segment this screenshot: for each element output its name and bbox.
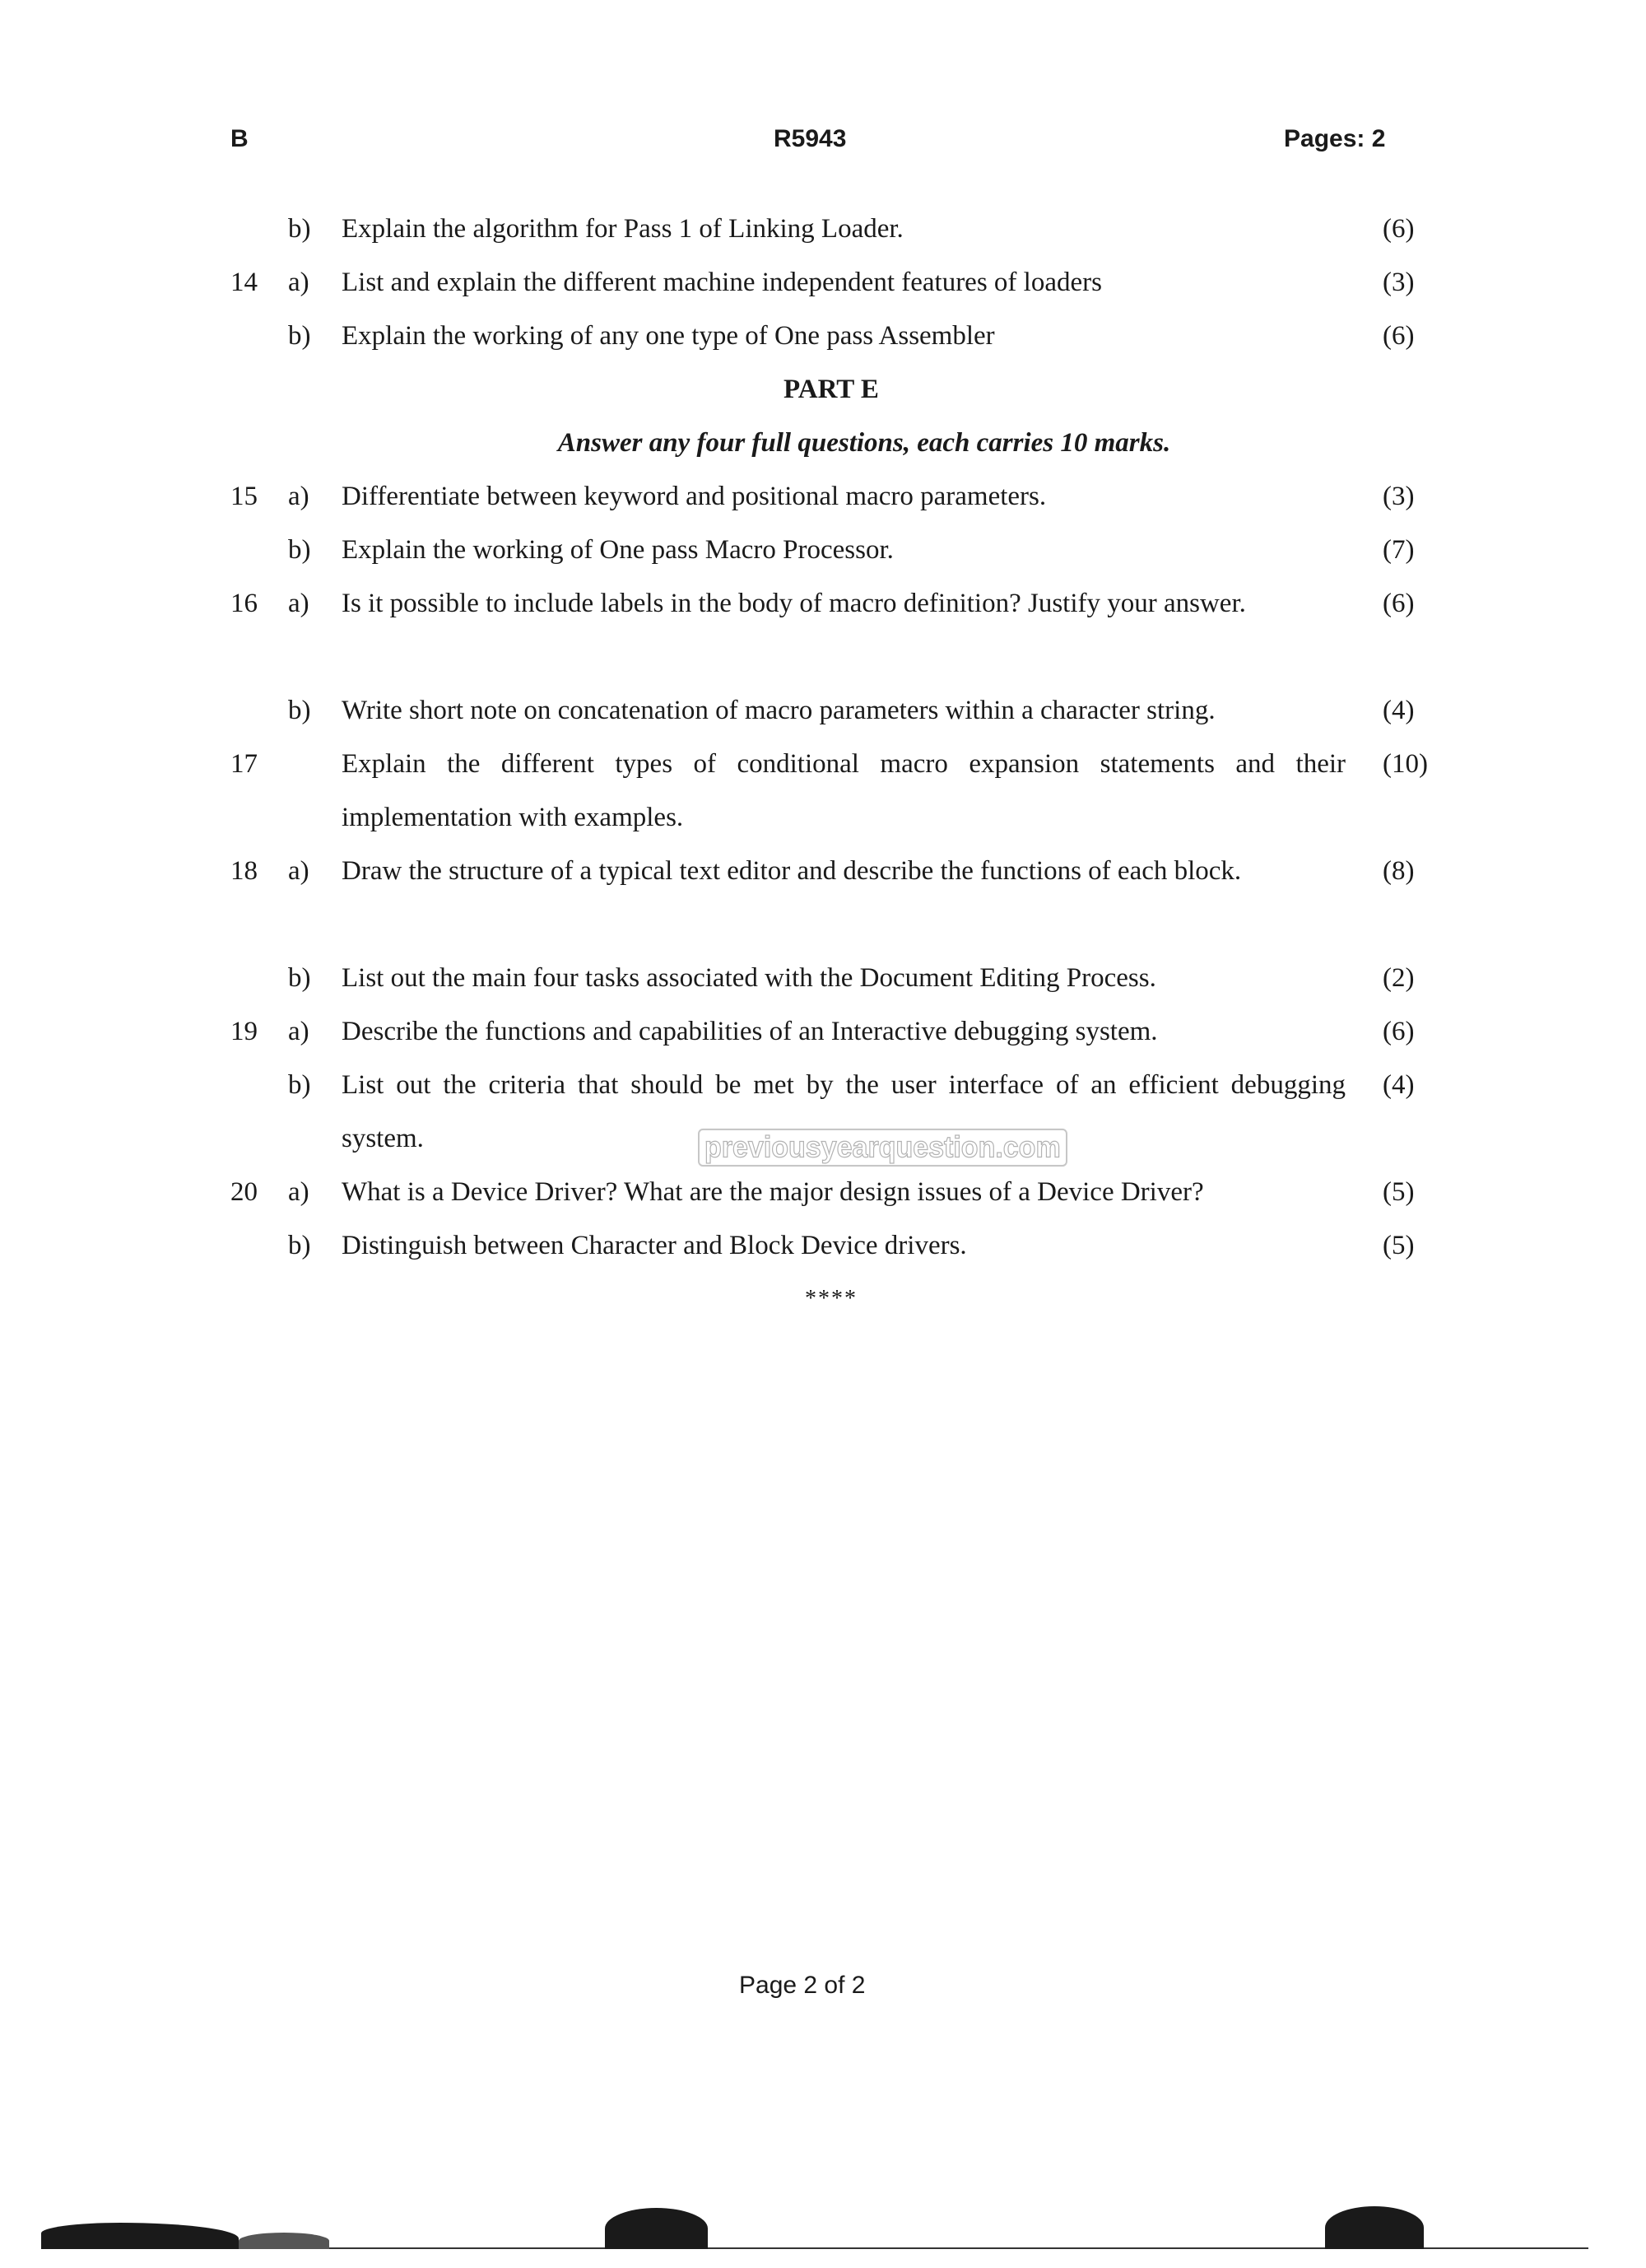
question-marks: (6) — [1383, 321, 1415, 351]
question-number: 19 — [230, 1017, 258, 1046]
page-count: Pages: 2 — [1284, 125, 1386, 152]
question-text: Explain the different types of conditional macro expansion statements and their implementation with examples. — [342, 749, 1346, 832]
question-text: Explain the working of One pass Macro Processor. — [342, 535, 894, 565]
question-number: 20 — [230, 1177, 258, 1207]
scan-line — [329, 2247, 605, 2249]
part-title: PART E — [783, 375, 879, 404]
scan-smudge — [239, 2233, 329, 2249]
scan-line — [708, 2247, 1325, 2249]
question-text: List out the main four tasks associated with the Document Editing Process. — [342, 963, 1156, 993]
question-marks: (6) — [1383, 1017, 1415, 1046]
question-subpart: b) — [288, 535, 311, 565]
question-marks: (5) — [1383, 1177, 1415, 1207]
question-text: Distinguish between Character and Block Device drivers. — [342, 1231, 967, 1260]
question-text: List and explain the different machine independent features of loaders — [342, 268, 1102, 297]
question-marks: (2) — [1383, 963, 1415, 993]
part-instruction: Answer any four full questions, each carries 10 marks. — [557, 428, 1171, 458]
question-subpart: b) — [288, 1231, 311, 1260]
watermark-logo: previousyearquestion.com — [698, 1129, 1067, 1167]
question-row — [0, 319, 1646, 373]
question-marks: (4) — [1383, 1070, 1415, 1100]
question-subpart: b) — [288, 963, 311, 993]
question-marks: (5) — [1383, 1231, 1415, 1260]
question-subpart: b) — [288, 1070, 311, 1100]
question-text: Draw the structure of a typical text editor and describe the functions of each block. — [342, 856, 1242, 886]
question-text: Describe the functions and capabilities of an Interactive debugging system. — [342, 1017, 1158, 1046]
question-text: List out the criteria that should be met by the user interface of an efficient debugging system. — [342, 1070, 1346, 1153]
question-text: Explain the working of any one type of One pass Assembler — [342, 321, 995, 351]
question-marks: (10) — [1383, 749, 1428, 779]
question-number: 18 — [230, 856, 258, 886]
question-subpart: b) — [288, 696, 311, 725]
question-text: Write short note on concatenation of macro parameters within a character string. — [342, 696, 1216, 725]
page-header — [0, 125, 1646, 158]
question-number: 17 — [230, 749, 258, 779]
question-subpart: a) — [288, 589, 309, 618]
scan-smudge — [41, 2223, 239, 2249]
question-number: 16 — [230, 589, 258, 618]
question-marks: (4) — [1383, 696, 1415, 725]
scan-line — [1424, 2247, 1588, 2249]
question-text: Is it possible to include labels in the body of macro definition? Justify your answer. — [342, 589, 1246, 618]
question-subpart: a) — [288, 1177, 309, 1207]
scan-smudge — [1325, 2206, 1424, 2249]
question-subpart: a) — [288, 268, 309, 297]
question-text: Differentiate between keyword and positional macro parameters. — [342, 482, 1047, 511]
question-marks: (3) — [1383, 268, 1415, 297]
question-text: What is a Device Driver? What are the major design issues of a Device Driver? — [342, 1177, 1204, 1207]
question-list — [0, 212, 1646, 1336]
question-row — [0, 747, 1646, 855]
question-subpart: a) — [288, 1017, 309, 1046]
end-of-paper-mark: **** — [805, 1286, 858, 1311]
question-row — [0, 1229, 1646, 1283]
question-subpart: a) — [288, 856, 309, 886]
question-row — [0, 855, 1646, 962]
page-footer: Page 2 of 2 — [739, 1972, 866, 1999]
question-text: Explain the algorithm for Pass 1 of Linking Loader. — [342, 214, 904, 244]
question-number: 15 — [230, 482, 258, 511]
question-subpart: a) — [288, 482, 309, 511]
question-set-label: B — [230, 125, 249, 152]
scan-smudge — [605, 2208, 708, 2249]
question-row — [0, 587, 1646, 694]
question-subpart: b) — [288, 214, 311, 244]
question-marks: (3) — [1383, 482, 1415, 511]
question-marks: (8) — [1383, 856, 1415, 886]
question-subpart: b) — [288, 321, 311, 351]
question-marks: (7) — [1383, 535, 1415, 565]
question-marks: (6) — [1383, 589, 1415, 618]
question-number: 14 — [230, 268, 258, 297]
paper-code: R5943 — [774, 125, 847, 152]
question-marks: (6) — [1383, 214, 1415, 244]
